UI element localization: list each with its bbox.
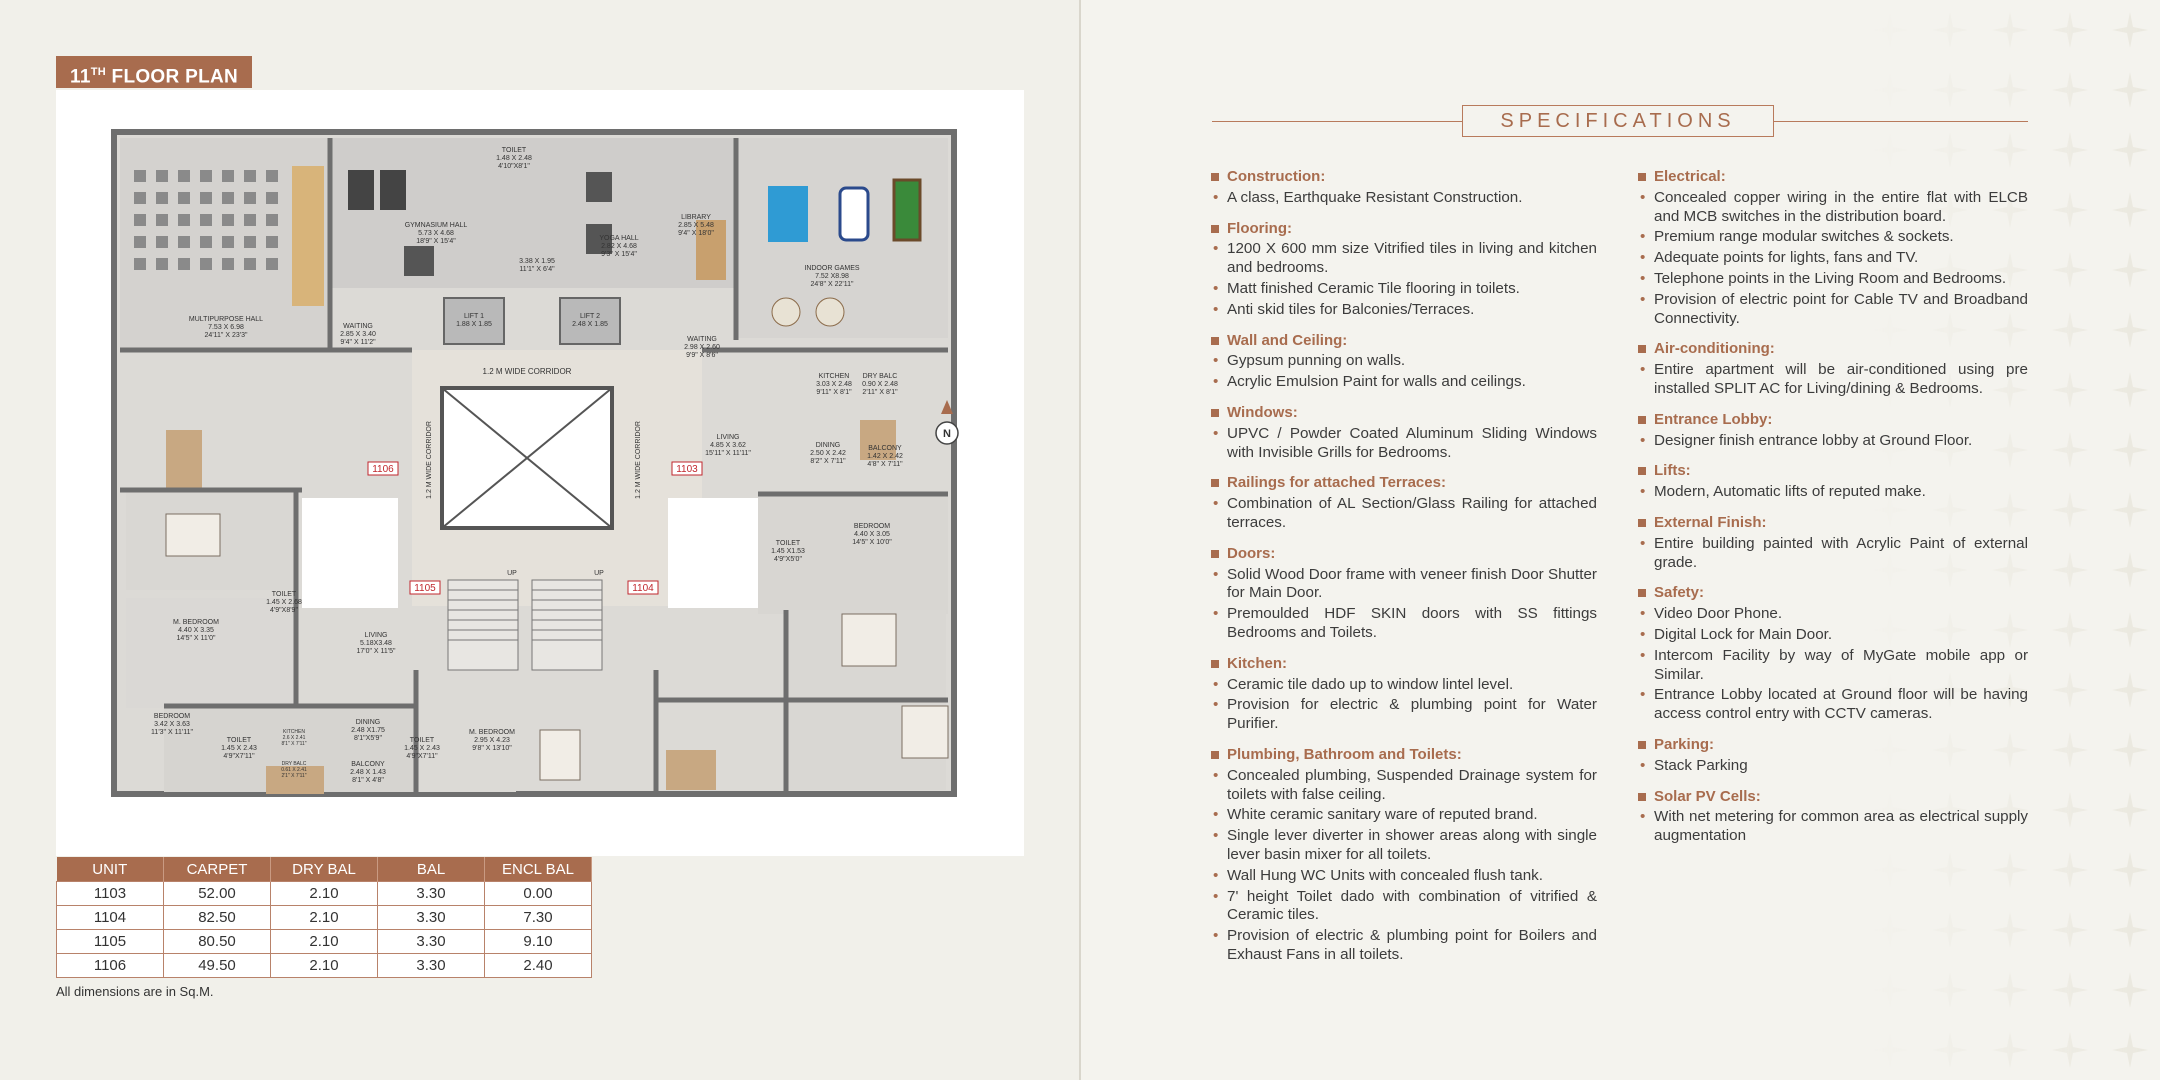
spec-section <box>1211 474 1597 532</box>
table-cell: 1106 <box>57 954 164 978</box>
table-cell: 2.10 <box>271 882 378 906</box>
spec-item: • Designer finish entrance lobby at Ground Floor. <box>1638 432 2028 451</box>
svg-text:GYMNASIUM HALL5.73 X 4.6818'9": GYMNASIUM HALL 5.73 X 4.68 18'9" X 15'4" <box>404 222 468 245</box>
spec-item: • Single lever diverter in shower areas along with single lever basin mixer for all toilets. <box>1211 827 1597 865</box>
spec-item: • Stack Parking <box>1638 757 2028 776</box>
spec-list <box>1211 189 1597 208</box>
svg-text:1106: 1106 <box>372 464 394 475</box>
col-header-carpet: CARPET <box>164 857 271 882</box>
page-spine <box>1079 0 1081 1080</box>
spec-section <box>1638 462 2028 502</box>
spec-list <box>1638 189 2028 329</box>
table-cell: 2.40 <box>485 954 592 978</box>
spec-item: • Concealed copper wiring in the entire flat with ELCB and MCB switches in the distribution board. <box>1638 189 2028 227</box>
spec-item: • Ceramic tile dado up to window lintel level. <box>1211 676 1597 695</box>
spec-item: • Combination of AL Section/Glass Railing for attached terraces. <box>1211 495 1597 533</box>
table-cell: 3.30 <box>378 906 485 930</box>
svg-text:DINING2.50 X 2.428'2" X 7'11": DINING 2.50 X 2.42 8'2" X 7'11" <box>810 442 846 465</box>
spec-heading: Windows: <box>1211 404 1597 423</box>
svg-text:LIVING5.18X3.4817'0" X 11'5": LIVING 5.18X3.48 17'0" X 11'5" <box>356 632 396 655</box>
svg-text:TOILET1.45 X 2.684'9"X8'9": TOILET 1.45 X 2.68 4'9"X8'9" <box>266 591 302 614</box>
table-row <box>57 930 592 954</box>
table-cell: 1105 <box>57 930 164 954</box>
svg-text:1104: 1104 <box>632 583 654 594</box>
corridor-label-right: 1.2 M WIDE CORRIDOR <box>635 421 642 499</box>
svg-text:YOGA HALL2.82 X 4.689'3" X 15': YOGA HALL 2.82 X 4.68 9'3" X 15'4" <box>599 235 639 258</box>
spec-heading: Safety: <box>1638 584 2028 603</box>
spec-item: • Entrance Lobby located at Ground floor will be having access control entry with CCTV cameras. <box>1638 686 2028 724</box>
svg-text:TOILET1.48 X 2.484'10"X8'1": TOILET 1.48 X 2.48 4'10"X8'1" <box>496 147 532 170</box>
table-cell: 52.00 <box>164 882 271 906</box>
col-header-encl-bal: ENCL BAL <box>485 857 592 882</box>
spec-column-right <box>1638 168 2028 858</box>
table-cell: 80.50 <box>164 930 271 954</box>
floor-plan-panel <box>56 90 1024 856</box>
spec-item: • 7' height Toilet dado with combination of vitrified & Ceramic tiles. <box>1211 888 1597 926</box>
spec-item: • Entire building painted with Acrylic Paint of external grade. <box>1638 535 2028 573</box>
spec-list <box>1211 767 1597 965</box>
spec-section <box>1211 332 1597 392</box>
svg-text:KITCHEN3.03 X 2.489'11" X 8'1": KITCHEN 3.03 X 2.48 9'11" X 8'1" <box>816 373 852 396</box>
spec-list <box>1638 605 2028 724</box>
spec-list <box>1638 361 2028 399</box>
spec-list <box>1211 240 1597 319</box>
spec-item: • Solid Wood Door frame with veneer finish Door Shutter for Main Door. <box>1211 566 1597 604</box>
spec-heading: Railings for attached Terraces: <box>1211 474 1597 493</box>
unit-area-table <box>56 857 592 978</box>
table-cell: 3.30 <box>378 882 485 906</box>
spec-item: • Intercom Facility by way of MyGate mobile app or Similar. <box>1638 647 2028 685</box>
svg-text:N: N <box>943 428 951 440</box>
spec-item: • Matt finished Ceramic Tile flooring in toilets. <box>1211 280 1597 299</box>
spec-section <box>1638 168 2028 328</box>
spec-list <box>1211 495 1597 533</box>
spec-heading: Flooring: <box>1211 220 1597 239</box>
spec-heading: Air-conditioning: <box>1638 340 2028 359</box>
svg-text:BALCONY2.48 X 1.438'1" X 4'8": BALCONY 2.48 X 1.43 8'1" X 4'8" <box>350 761 386 784</box>
svg-text:TOILET1.45 X 2.434'9"X7'11": TOILET 1.45 X 2.43 4'9"X7'11" <box>221 737 257 760</box>
spec-item: • White ceramic sanitary ware of reputed brand. <box>1211 806 1597 825</box>
spec-heading: Construction: <box>1211 168 1597 187</box>
spec-item: • Digital Lock for Main Door. <box>1638 626 2028 645</box>
corridor-label-left: 1.2 M WIDE CORRIDOR <box>426 421 433 499</box>
spec-heading: Doors: <box>1211 545 1597 564</box>
spec-section <box>1211 168 1597 208</box>
spec-item: • Video Door Phone. <box>1638 605 2028 624</box>
spec-item: • Entire apartment will be air-conditioned using pre installed SPLIT AC for Living/dining & Bedrooms. <box>1638 361 2028 399</box>
title-rule-right <box>1774 121 2028 122</box>
spec-list <box>1638 432 2028 451</box>
spec-item: • Provision of electric point for Cable TV and Broadband Connectivity. <box>1638 291 2028 329</box>
spec-section <box>1211 746 1597 965</box>
col-header-dry-bal: DRY BAL <box>271 857 378 882</box>
spec-item: • With net metering for common area as electrical supply augmentation <box>1638 808 2028 846</box>
spec-section <box>1638 514 2028 572</box>
spec-item: • Telephone points in the Living Room and Bedrooms. <box>1638 270 2028 289</box>
corridor-label: 1.2 M WIDE CORRIDOR <box>482 367 572 376</box>
spec-section <box>1638 584 2028 724</box>
spec-item: • Adequate points for lights, fans and TV. <box>1638 249 2028 268</box>
spec-item: • Modern, Automatic lifts of reputed make. <box>1638 483 2028 502</box>
spec-heading: Kitchen: <box>1211 655 1597 674</box>
spec-section <box>1638 736 2028 776</box>
svg-text:LIFT 22.48 X 1.85: LIFT 2 2.48 X 1.85 <box>572 313 608 328</box>
svg-text:LIVING4.85 X 3.6215'11" X 11'1: LIVING 4.85 X 3.62 15'11" X 11'11" <box>705 434 751 457</box>
spec-section <box>1211 404 1597 462</box>
spec-heading: Plumbing, Bathroom and Toilets: <box>1211 746 1597 765</box>
spec-list <box>1211 352 1597 392</box>
stair-up-left: UP <box>507 570 517 577</box>
svg-text:TOILET1.45 X 2.434'9"X7'11": TOILET 1.45 X 2.43 4'9"X7'11" <box>404 737 440 760</box>
table-row <box>57 906 592 930</box>
spec-section <box>1211 545 1597 643</box>
table-cell: 1103 <box>57 882 164 906</box>
svg-text:M. BEDROOM4.40 X 3.3514'5" X 1: M. BEDROOM 4.40 X 3.35 14'5" X 11'0" <box>173 619 219 642</box>
dimension-note: All dimensions are in Sq.M. <box>56 984 214 999</box>
spec-heading: Wall and Ceiling: <box>1211 332 1597 351</box>
col-header-unit: UNIT <box>57 857 164 882</box>
svg-text:3.38 X 1.9511'1" X 6'4": 3.38 X 1.95 11'1" X 6'4" <box>519 258 555 273</box>
table-cell: 2.10 <box>271 906 378 930</box>
table-cell: 9.10 <box>485 930 592 954</box>
air-hockey-icon <box>840 188 868 240</box>
floor-plan-drawing <box>56 90 1024 856</box>
svg-text:DRY BALC0.90 X 2.482'11" X 8'1: DRY BALC 0.90 X 2.48 2'11" X 8'1" <box>862 373 898 396</box>
spec-list <box>1211 676 1597 734</box>
spec-section <box>1638 340 2028 398</box>
table-cell: 2.10 <box>271 930 378 954</box>
svg-text:WAITING2.85 X 3.409'4" X 11'2": WAITING 2.85 X 3.40 9'4" X 11'2" <box>340 323 376 346</box>
svg-text:MULTIPURPOSE HALL7.53 X 6.9824: MULTIPURPOSE HALL 7.53 X 6.98 24'11" X 23'3" <box>188 316 264 339</box>
spec-item: • Anti skid tiles for Balconies/Terraces. <box>1211 301 1597 320</box>
spec-heading: Entrance Lobby: <box>1638 411 2028 430</box>
floor-plan-title: 11TH FLOOR PLAN <box>56 56 252 88</box>
svg-text:BEDROOM3.42 X 3.6311'3" X 11'1: BEDROOM 3.42 X 3.63 11'3" X 11'11" <box>151 713 193 736</box>
spec-item: • Concealed plumbing, Suspended Drainage system for toilets with false ceiling. <box>1211 767 1597 805</box>
spec-item: • Provision of electric & plumbing point for Boilers and Exhaust Fans in all toilets. <box>1211 927 1597 965</box>
spec-section <box>1638 788 2028 846</box>
svg-text:LIBRARY2.85 X 5.489'4" X 18'0": LIBRARY 2.85 X 5.48 9'4" X 18'0" <box>678 214 714 237</box>
spec-heading: Parking: <box>1638 736 2028 755</box>
table-cell: 3.30 <box>378 954 485 978</box>
svg-text:WAITING2.98 X 2.609'9" X 8'6": WAITING 2.98 X 2.60 9'9" X 8'6" <box>684 336 720 359</box>
spec-item: • UPVC / Powder Coated Aluminum Sliding Windows with Invisible Grills for Bedrooms. <box>1211 425 1597 463</box>
svg-text:DINING2.48 X1.758'1"X5'9": DINING 2.48 X1.75 8'1"X5'9" <box>351 719 385 742</box>
spec-column-left <box>1211 168 1597 977</box>
table-cell: 2.10 <box>271 954 378 978</box>
spec-heading: External Finish: <box>1638 514 2028 533</box>
spec-section <box>1211 655 1597 734</box>
spec-item: • Wall Hung WC Units with concealed flush tank. <box>1211 867 1597 886</box>
svg-text:TOILET1.45 X1.534'9"X5'0": TOILET 1.45 X1.53 4'9"X5'0" <box>771 540 805 563</box>
table-cell: 49.50 <box>164 954 271 978</box>
spec-heading: Lifts: <box>1638 462 2028 481</box>
spec-list <box>1211 566 1597 643</box>
spec-section <box>1211 220 1597 320</box>
table-cell: 1104 <box>57 906 164 930</box>
spec-item: • Premium range modular switches & sockets. <box>1638 228 2028 247</box>
svg-text:INDOOR GAMES7.52 X8.9824'8" X: INDOOR GAMES 7.52 X8.98 24'8" X 22'11" <box>804 265 860 288</box>
table-row <box>57 882 592 906</box>
spec-item: • Gypsum punning on walls. <box>1211 352 1597 371</box>
svg-text:1105: 1105 <box>414 583 436 594</box>
table-cell: 0.00 <box>485 882 592 906</box>
pool-table-icon <box>894 180 920 240</box>
table-cell: 7.30 <box>485 906 592 930</box>
table-cell: 3.30 <box>378 930 485 954</box>
spec-section <box>1638 411 2028 451</box>
svg-text:BALCONY1.42 X 2.424'8" X 7'11": BALCONY 1.42 X 2.42 4'8" X 7'11" <box>867 445 903 468</box>
spec-item: • 1200 X 600 mm size Vitrified tiles in living and kitchen and bedrooms. <box>1211 240 1597 278</box>
svg-text:LIFT 11.88 X 1.85: LIFT 1 1.88 X 1.85 <box>456 313 492 328</box>
spec-item: • Acrylic Emulsion Paint for walls and ceilings. <box>1211 373 1597 392</box>
table-row <box>57 954 592 978</box>
svg-text:1103: 1103 <box>676 464 698 475</box>
spec-list <box>1638 757 2028 776</box>
spec-list <box>1638 808 2028 846</box>
spec-heading: Electrical: <box>1638 168 2028 187</box>
svg-text:M. BEDROOM2.95 X 4.239'8" X 13: M. BEDROOM 2.95 X 4.23 9'8" X 13'10" <box>469 729 515 752</box>
spec-list <box>1638 483 2028 502</box>
col-header-bal: BAL <box>378 857 485 882</box>
svg-text:KITCHEN2.6 X 2.418'1" X 7'11": KITCHEN 2.6 X 2.41 8'1" X 7'11" <box>281 729 307 747</box>
table-tennis-icon <box>768 186 808 242</box>
spec-heading: Solar PV Cells: <box>1638 788 2028 807</box>
svg-text:BEDROOM4.40 X 3.0514'5" X 10'0: BEDROOM 4.40 X 3.05 14'5" X 10'0" <box>852 523 892 546</box>
spec-item: • Provision for electric & plumbing point for Water Purifier. <box>1211 696 1597 734</box>
spec-item: • Premoulded HDF SKIN doors with SS fittings Bedrooms and Toilets. <box>1211 605 1597 643</box>
svg-text:DRY BALC0.61 X 2.412'1" X 7'11: DRY BALC 0.61 X 2.41 2'1" X 7'11" <box>281 761 307 779</box>
stair-up-right: UP <box>594 570 604 577</box>
table-cell: 82.50 <box>164 906 271 930</box>
spec-list <box>1211 425 1597 463</box>
specifications-title: SPECIFICATIONS <box>1462 105 1774 137</box>
title-rule-left <box>1212 121 1462 122</box>
spec-item: • A class, Earthquake Resistant Construction. <box>1211 189 1597 208</box>
spec-list <box>1638 535 2028 573</box>
